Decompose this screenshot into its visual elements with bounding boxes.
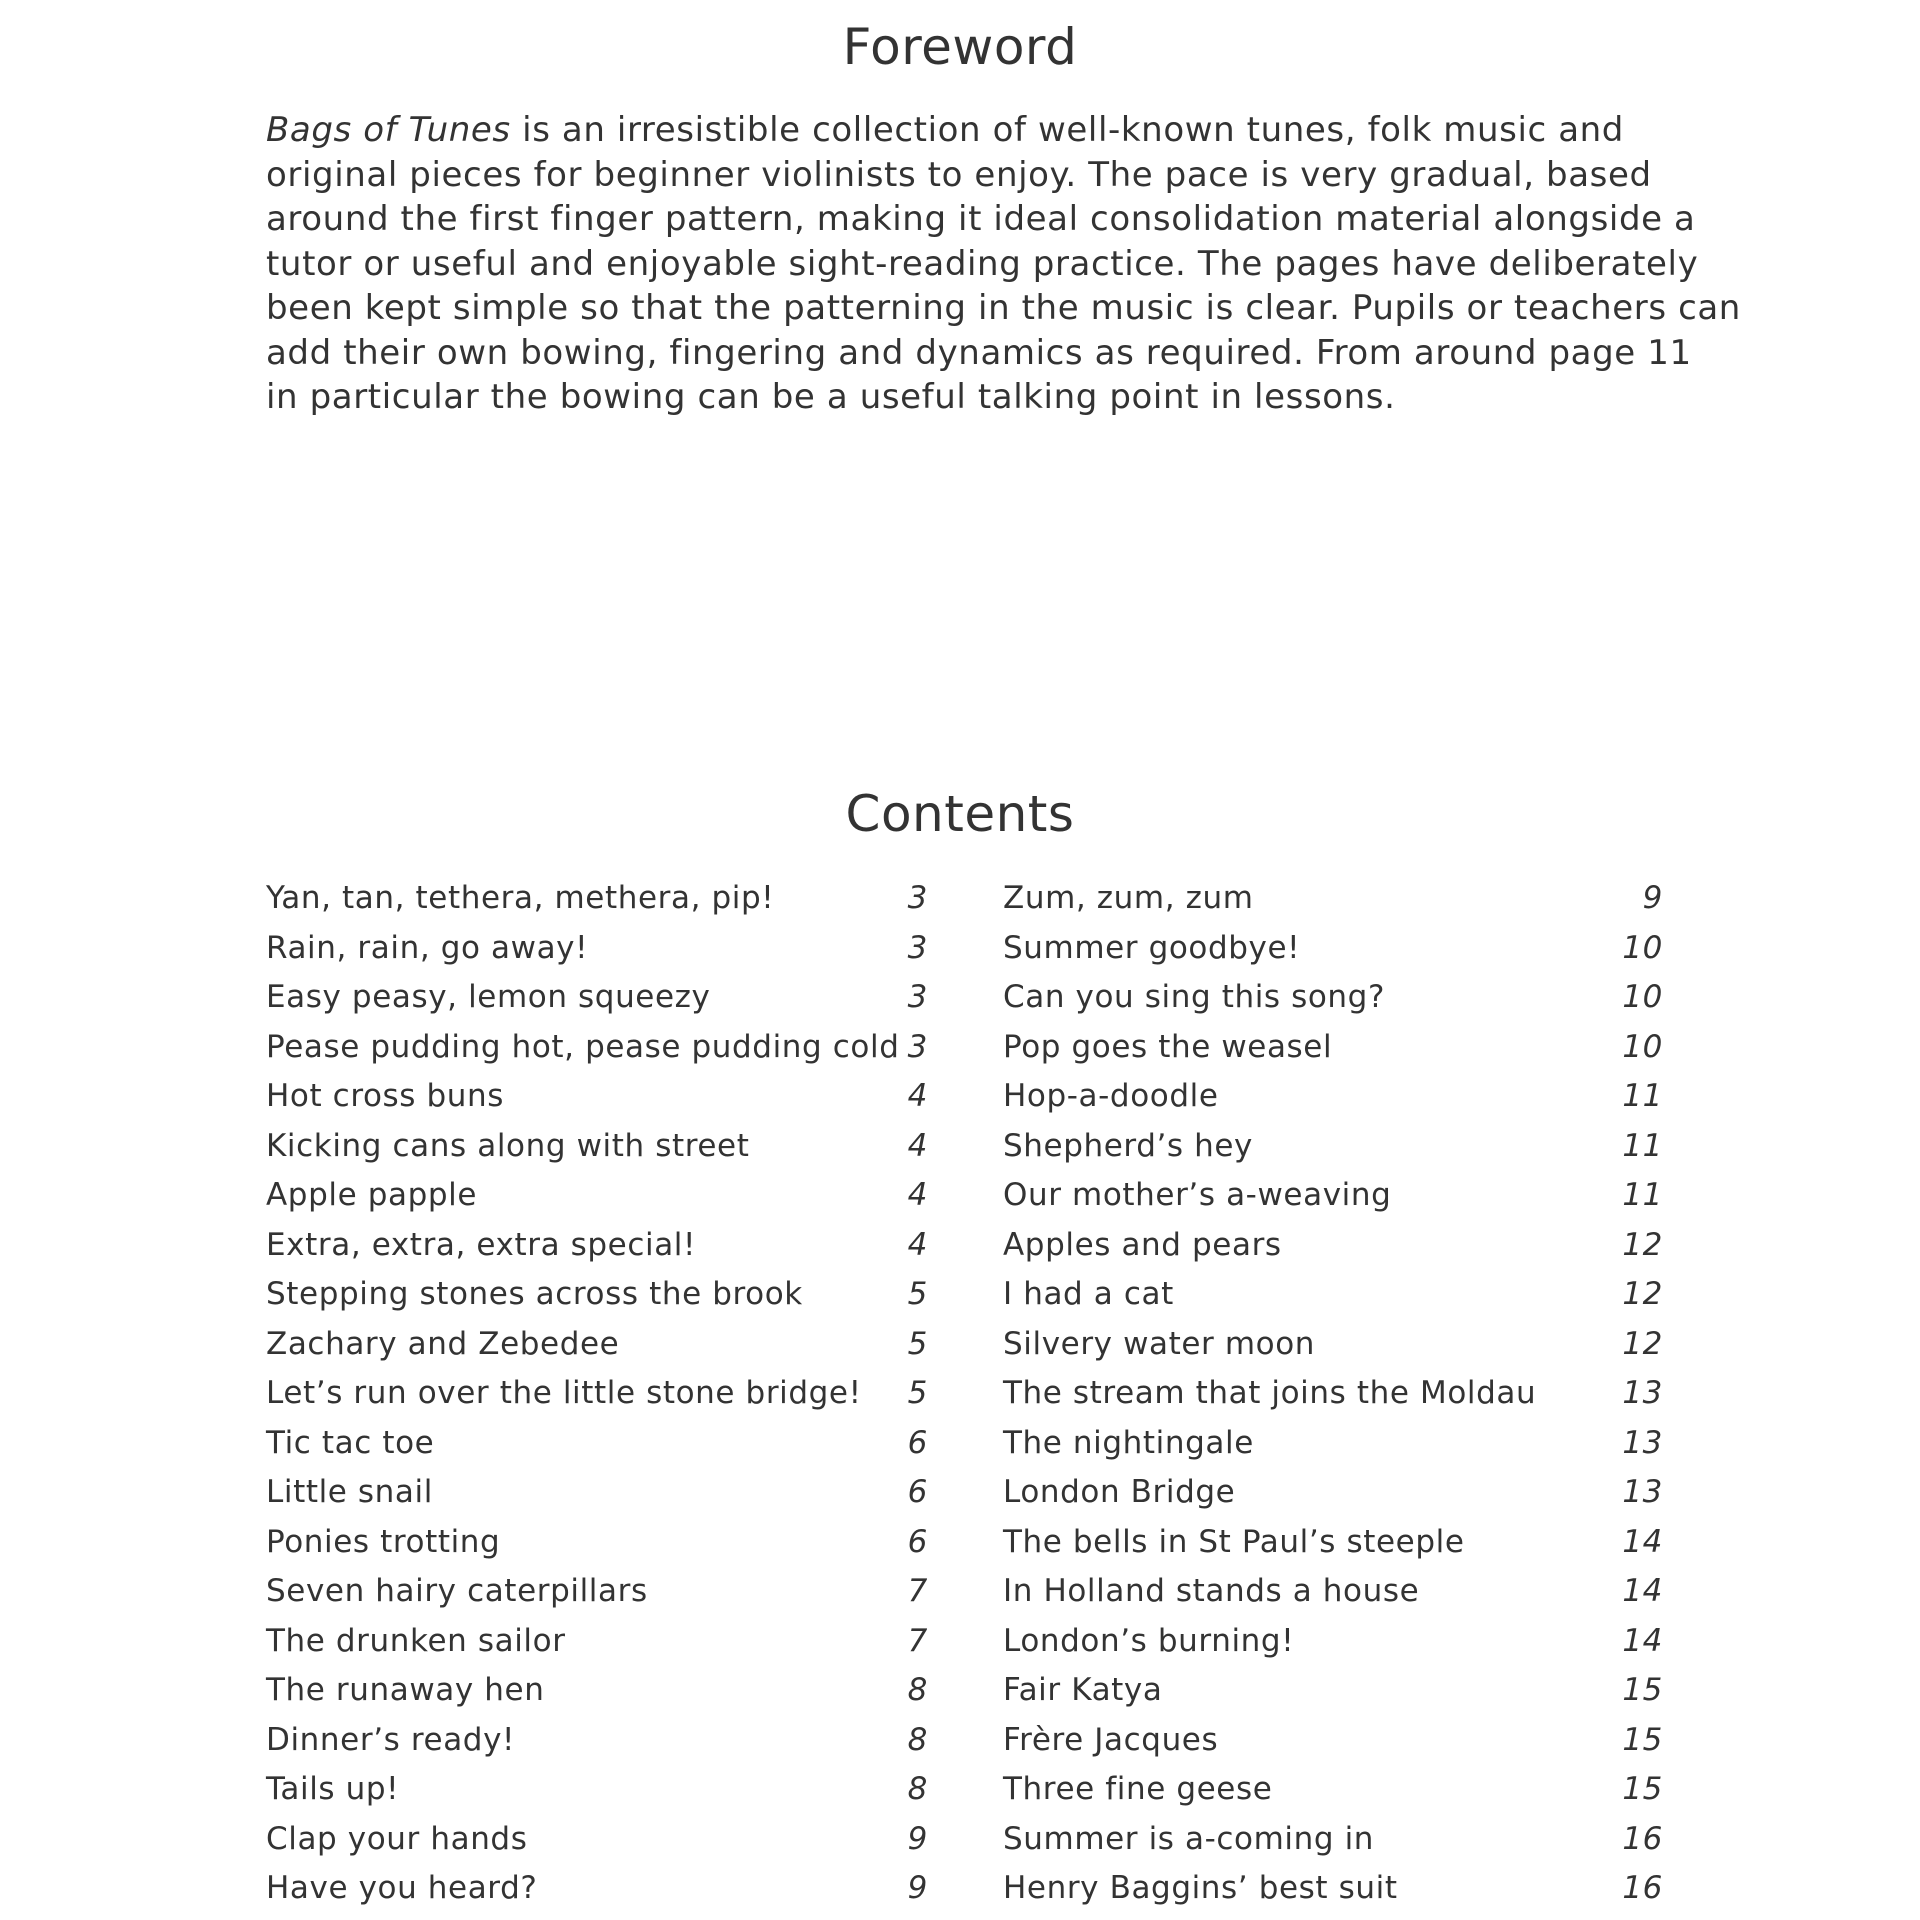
contents-entry — [1003, 1375, 1663, 1425]
contents-entry — [1003, 1623, 1663, 1673]
contents-entry-title: Zum, zum, zum — [1003, 880, 1254, 916]
foreword-line: been kept simple so that the patterning in the music is clear. Pupils or teachers can — [266, 288, 1741, 328]
contents-list-left — [266, 880, 928, 1920]
contents-entry — [1003, 1078, 1663, 1128]
contents-entry-page-number: 14 — [1622, 1622, 1663, 1659]
contents-entry-page-number: 9 — [1642, 880, 1663, 916]
contents-entry-page-number: 16 — [1622, 1820, 1663, 1857]
contents-entry-page-number: 13 — [1622, 1375, 1663, 1411]
contents-entry-page-number: 4 — [907, 1078, 928, 1114]
foreword-line: original pieces for beginner violinists to enjoy. The pace is very gradual, based — [266, 154, 1652, 195]
contents-entry-title: Fair Katya — [1003, 1672, 1163, 1708]
contents-entry-title: Three fine geese — [1003, 1771, 1273, 1807]
contents-entry — [266, 1425, 928, 1475]
foreword-line: add their own bowing, fingering and dynamics as required. From around page 11 — [266, 332, 1692, 373]
contents-entry — [1003, 1474, 1663, 1524]
contents-entry-title: Pop goes the weasel — [1003, 1028, 1333, 1065]
contents-entry-page-number: 7 — [907, 1622, 928, 1659]
contents-entry-title: Tic tac toe — [266, 1424, 435, 1461]
contents-entry-title: Frère Jacques — [1003, 1721, 1219, 1758]
contents-entry-title: Shepherd’s hey — [1003, 1127, 1253, 1164]
contents-entry-page-number: 3 — [907, 979, 928, 1015]
contents-entry-page-number: 9 — [907, 1820, 928, 1857]
contents-entry-title: Seven hairy caterpillars — [266, 1573, 648, 1609]
contents-entry — [266, 1623, 928, 1673]
contents-entry-title: Summer goodbye! — [1003, 929, 1301, 966]
contents-entry-title: Hot cross buns — [266, 1078, 505, 1114]
contents-entry-page-number: 14 — [1622, 1523, 1663, 1560]
contents-entry — [266, 1821, 928, 1871]
contents-entry-title: Have you heard? — [266, 1870, 538, 1906]
contents-entry — [266, 1177, 928, 1227]
contents-entry-title: Apple papple — [266, 1177, 478, 1213]
contents-entry — [1003, 1771, 1663, 1821]
contents-entry — [266, 1672, 928, 1722]
contents-entry-page-number: 3 — [907, 880, 928, 916]
contents-entry — [1003, 979, 1663, 1029]
contents-entry — [266, 1128, 928, 1178]
foreword-line — [266, 108, 1646, 153]
contents-entry-title: Can you sing this song? — [1003, 979, 1386, 1015]
contents-entry-page-number: 13 — [1622, 1424, 1663, 1461]
contents-entry-page-number: 4 — [907, 1177, 928, 1213]
contents-entry-page-number: 5 — [907, 1325, 928, 1362]
contents-entry-page-number: 14 — [1622, 1573, 1663, 1609]
contents-entry-title: The nightingale — [1003, 1424, 1254, 1461]
contents-entry — [266, 1078, 928, 1128]
contents-entry — [266, 1326, 928, 1376]
foreword-line-text: is an irresistible collection of well-known tunes, folk music and — [510, 110, 1624, 150]
contents-list-right — [1003, 880, 1663, 1920]
contents-entry-page-number: 8 — [907, 1771, 928, 1807]
contents-entry — [266, 979, 928, 1029]
contents-entry-title: Henry Baggins’ best suit — [1003, 1870, 1398, 1906]
contents-entry-title: The runaway hen — [266, 1672, 545, 1708]
contents-entry-title: Pease pudding hot, pease pudding cold — [266, 1028, 900, 1065]
contents-entry-page-number: 6 — [907, 1474, 928, 1510]
contents-entry-title: I had a cat — [1003, 1276, 1174, 1312]
contents-entry-title: Dinner’s ready! — [266, 1721, 516, 1758]
contents-entry-title: Yan, tan, tethera, methera, pip! — [266, 880, 775, 916]
contents-entry — [266, 1276, 928, 1326]
contents-entry-title: Hop-a-doodle — [1003, 1078, 1219, 1114]
contents-entry-title: London’s burning! — [1003, 1622, 1295, 1659]
contents-entry — [1003, 1128, 1663, 1178]
contents-entry-page-number: 9 — [907, 1870, 928, 1906]
contents-entry-page-number: 16 — [1622, 1870, 1663, 1906]
contents-entry-title: Easy peasy, lemon squeezy — [266, 979, 711, 1015]
contents-entry — [1003, 1722, 1663, 1772]
contents-entry-page-number: 4 — [907, 1127, 928, 1164]
contents-entry — [1003, 1276, 1663, 1326]
contents-entry-page-number: 6 — [907, 1424, 928, 1461]
contents-entry-page-number: 3 — [907, 1028, 928, 1065]
contents-entry-page-number: 8 — [907, 1721, 928, 1758]
contents-entry-title: The drunken sailor — [266, 1622, 566, 1659]
contents-entry-title: London Bridge — [1003, 1474, 1236, 1510]
contents-entry-page-number: 10 — [1622, 929, 1663, 966]
contents-entry — [266, 1227, 928, 1277]
contents-entry — [266, 930, 928, 980]
contents-entry — [1003, 1573, 1663, 1623]
contents-entry-page-number: 4 — [907, 1226, 928, 1263]
foreword-heading: Foreword — [842, 18, 1078, 76]
book-title: Bags of Tunes — [266, 110, 511, 150]
contents-entry-page-number: 15 — [1622, 1721, 1663, 1758]
contents-entry — [266, 1870, 928, 1920]
contents-entry-title: The bells in St Paul’s steeple — [1003, 1523, 1465, 1560]
contents-entry-page-number: 12 — [1622, 1226, 1663, 1263]
contents-entry-title: Our mother’s a-weaving — [1003, 1177, 1392, 1213]
contents-entry-page-number: 11 — [1622, 1127, 1663, 1164]
contents-entry-page-number: 13 — [1622, 1474, 1663, 1510]
contents-entry-title: Extra, extra, extra special! — [266, 1226, 697, 1263]
contents-entry-page-number: 12 — [1622, 1325, 1663, 1362]
contents-entry-page-number: 5 — [907, 1276, 928, 1312]
contents-entry — [266, 1524, 928, 1574]
contents-entry-title: Clap your hands — [266, 1820, 528, 1857]
contents-entry — [266, 1722, 928, 1772]
contents-entry-page-number: 5 — [907, 1375, 928, 1411]
contents-entry-title: The stream that joins the Moldau — [1003, 1375, 1537, 1411]
contents-entry — [1003, 880, 1663, 930]
contents-entry-page-number: 15 — [1622, 1771, 1663, 1807]
contents-entry-title: Summer is a-coming in — [1003, 1820, 1375, 1857]
contents-entry — [266, 1573, 928, 1623]
contents-entry-title: Ponies trotting — [266, 1523, 501, 1560]
contents-entry — [1003, 1177, 1663, 1227]
foreword-paragraph — [266, 108, 1741, 420]
contents-entry — [266, 1474, 928, 1524]
contents-entry — [1003, 930, 1663, 980]
contents-entry-page-number: 12 — [1622, 1276, 1663, 1312]
contents-entry-page-number: 15 — [1622, 1672, 1663, 1708]
contents-entry-title: Rain, rain, go away! — [266, 929, 589, 966]
contents-entry-title: Zachary and Zebedee — [266, 1325, 620, 1362]
contents-entry — [1003, 1870, 1663, 1920]
foreword-line: in particular the bowing can be a useful talking point in lessons. — [266, 377, 1396, 417]
contents-entry — [1003, 1524, 1663, 1574]
contents-entry-title: Little snail — [266, 1474, 433, 1510]
contents-entry-page-number: 6 — [907, 1523, 928, 1560]
contents-entry — [1003, 1227, 1663, 1277]
contents-entry-page-number: 3 — [907, 929, 928, 966]
contents-entry-title: Let’s run over the little stone bridge! — [266, 1375, 862, 1411]
contents-entry — [266, 1375, 928, 1425]
foreword-line: tutor or useful and enjoyable sight-reading practice. The pages have deliberately — [266, 243, 1699, 284]
contents-entry — [1003, 1425, 1663, 1475]
contents-entry — [266, 880, 928, 930]
contents-entry-title: Kicking cans along with street — [266, 1127, 750, 1164]
contents-entry — [266, 1771, 928, 1821]
contents-entry — [1003, 1029, 1663, 1079]
contents-entry-page-number: 10 — [1622, 1028, 1663, 1065]
contents-entry-page-number: 8 — [907, 1672, 928, 1708]
contents-entry-title: Tails up! — [266, 1771, 400, 1807]
contents-entry-title: Stepping stones across the brook — [266, 1276, 803, 1312]
contents-entry-title: Silvery water moon — [1003, 1325, 1316, 1362]
contents-entry-page-number: 11 — [1622, 1177, 1663, 1213]
contents-entry — [1003, 1821, 1663, 1871]
contents-entry-page-number: 10 — [1622, 979, 1663, 1015]
contents-entry-page-number: 11 — [1622, 1078, 1663, 1114]
contents-entry — [1003, 1672, 1663, 1722]
contents-heading: Contents — [845, 785, 1075, 843]
contents-entry — [266, 1029, 928, 1079]
contents-entry-title: Apples and pears — [1003, 1226, 1282, 1263]
foreword-line: around the first finger pattern, making it ideal consolidation material alongside a — [266, 199, 1696, 239]
contents-entry-title: In Holland stands a house — [1003, 1573, 1420, 1609]
contents-entry-page-number: 7 — [907, 1573, 928, 1609]
contents-entry — [1003, 1326, 1663, 1376]
